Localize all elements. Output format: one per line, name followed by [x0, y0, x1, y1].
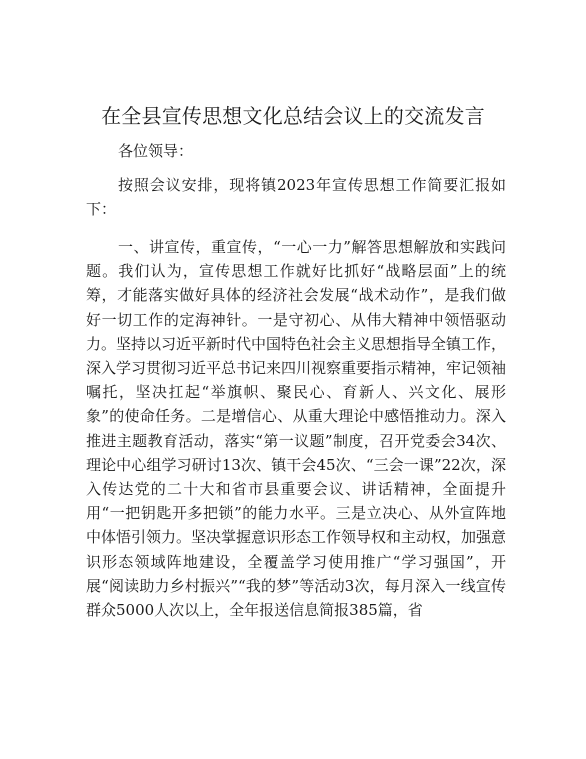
document-title: 在全县宣传思想文化总结会议上的交流发言 — [101, 104, 485, 128]
body-paragraph-intro: 按照会议安排，现将镇2023年宣传思想工作简要汇报如下： — [86, 176, 506, 219]
body-paragraph-section-one: 一、讲宣传，重宣传，“一心一力”解答思想解放和实践问题。我们认为，宣传思想工作就好比抓好“战略层面”上的统筹，才能落实做好具体的经济社会发展“战术动作”，是我们做好一切工作的定海神针。一是守初心、从伟大精神中领悟驱动力。坚持以习近平新时代中国特色社会主义思想指导全镇工作，深入学习贯彻习近平总书记来四川视察重要指示精神，牢记领袖嘱托，坚决扛起“举旗帜、聚民心、育新人、兴文化、展形象”的使命任务。二是增信心、从重大理论中感悟推动力。深入推进主题教育活动，落实“第一议题”制度，召开党委会34次、理论中心组学习研讨13次、镇干会45次、“三会一课”22次，深入传达党的二十大和省市县重要会议、讲话精神，全面提升用“一把钥匙开多把锁”的能力水平。三是立决心、从外宣阵地中体悟引领力。坚决掌握意识形态工作领导权和主动权，加强意识形态领域阵地建设，全覆盖学习使用推广“学习强国”，开展“阅读助力乡村振兴”“我的梦”等活动3次，每月深入一线宣传群众5000人次以上，全年报送信息简报385篇，省 — [86, 238, 507, 620]
salutation: 各位领导： — [118, 142, 194, 160]
